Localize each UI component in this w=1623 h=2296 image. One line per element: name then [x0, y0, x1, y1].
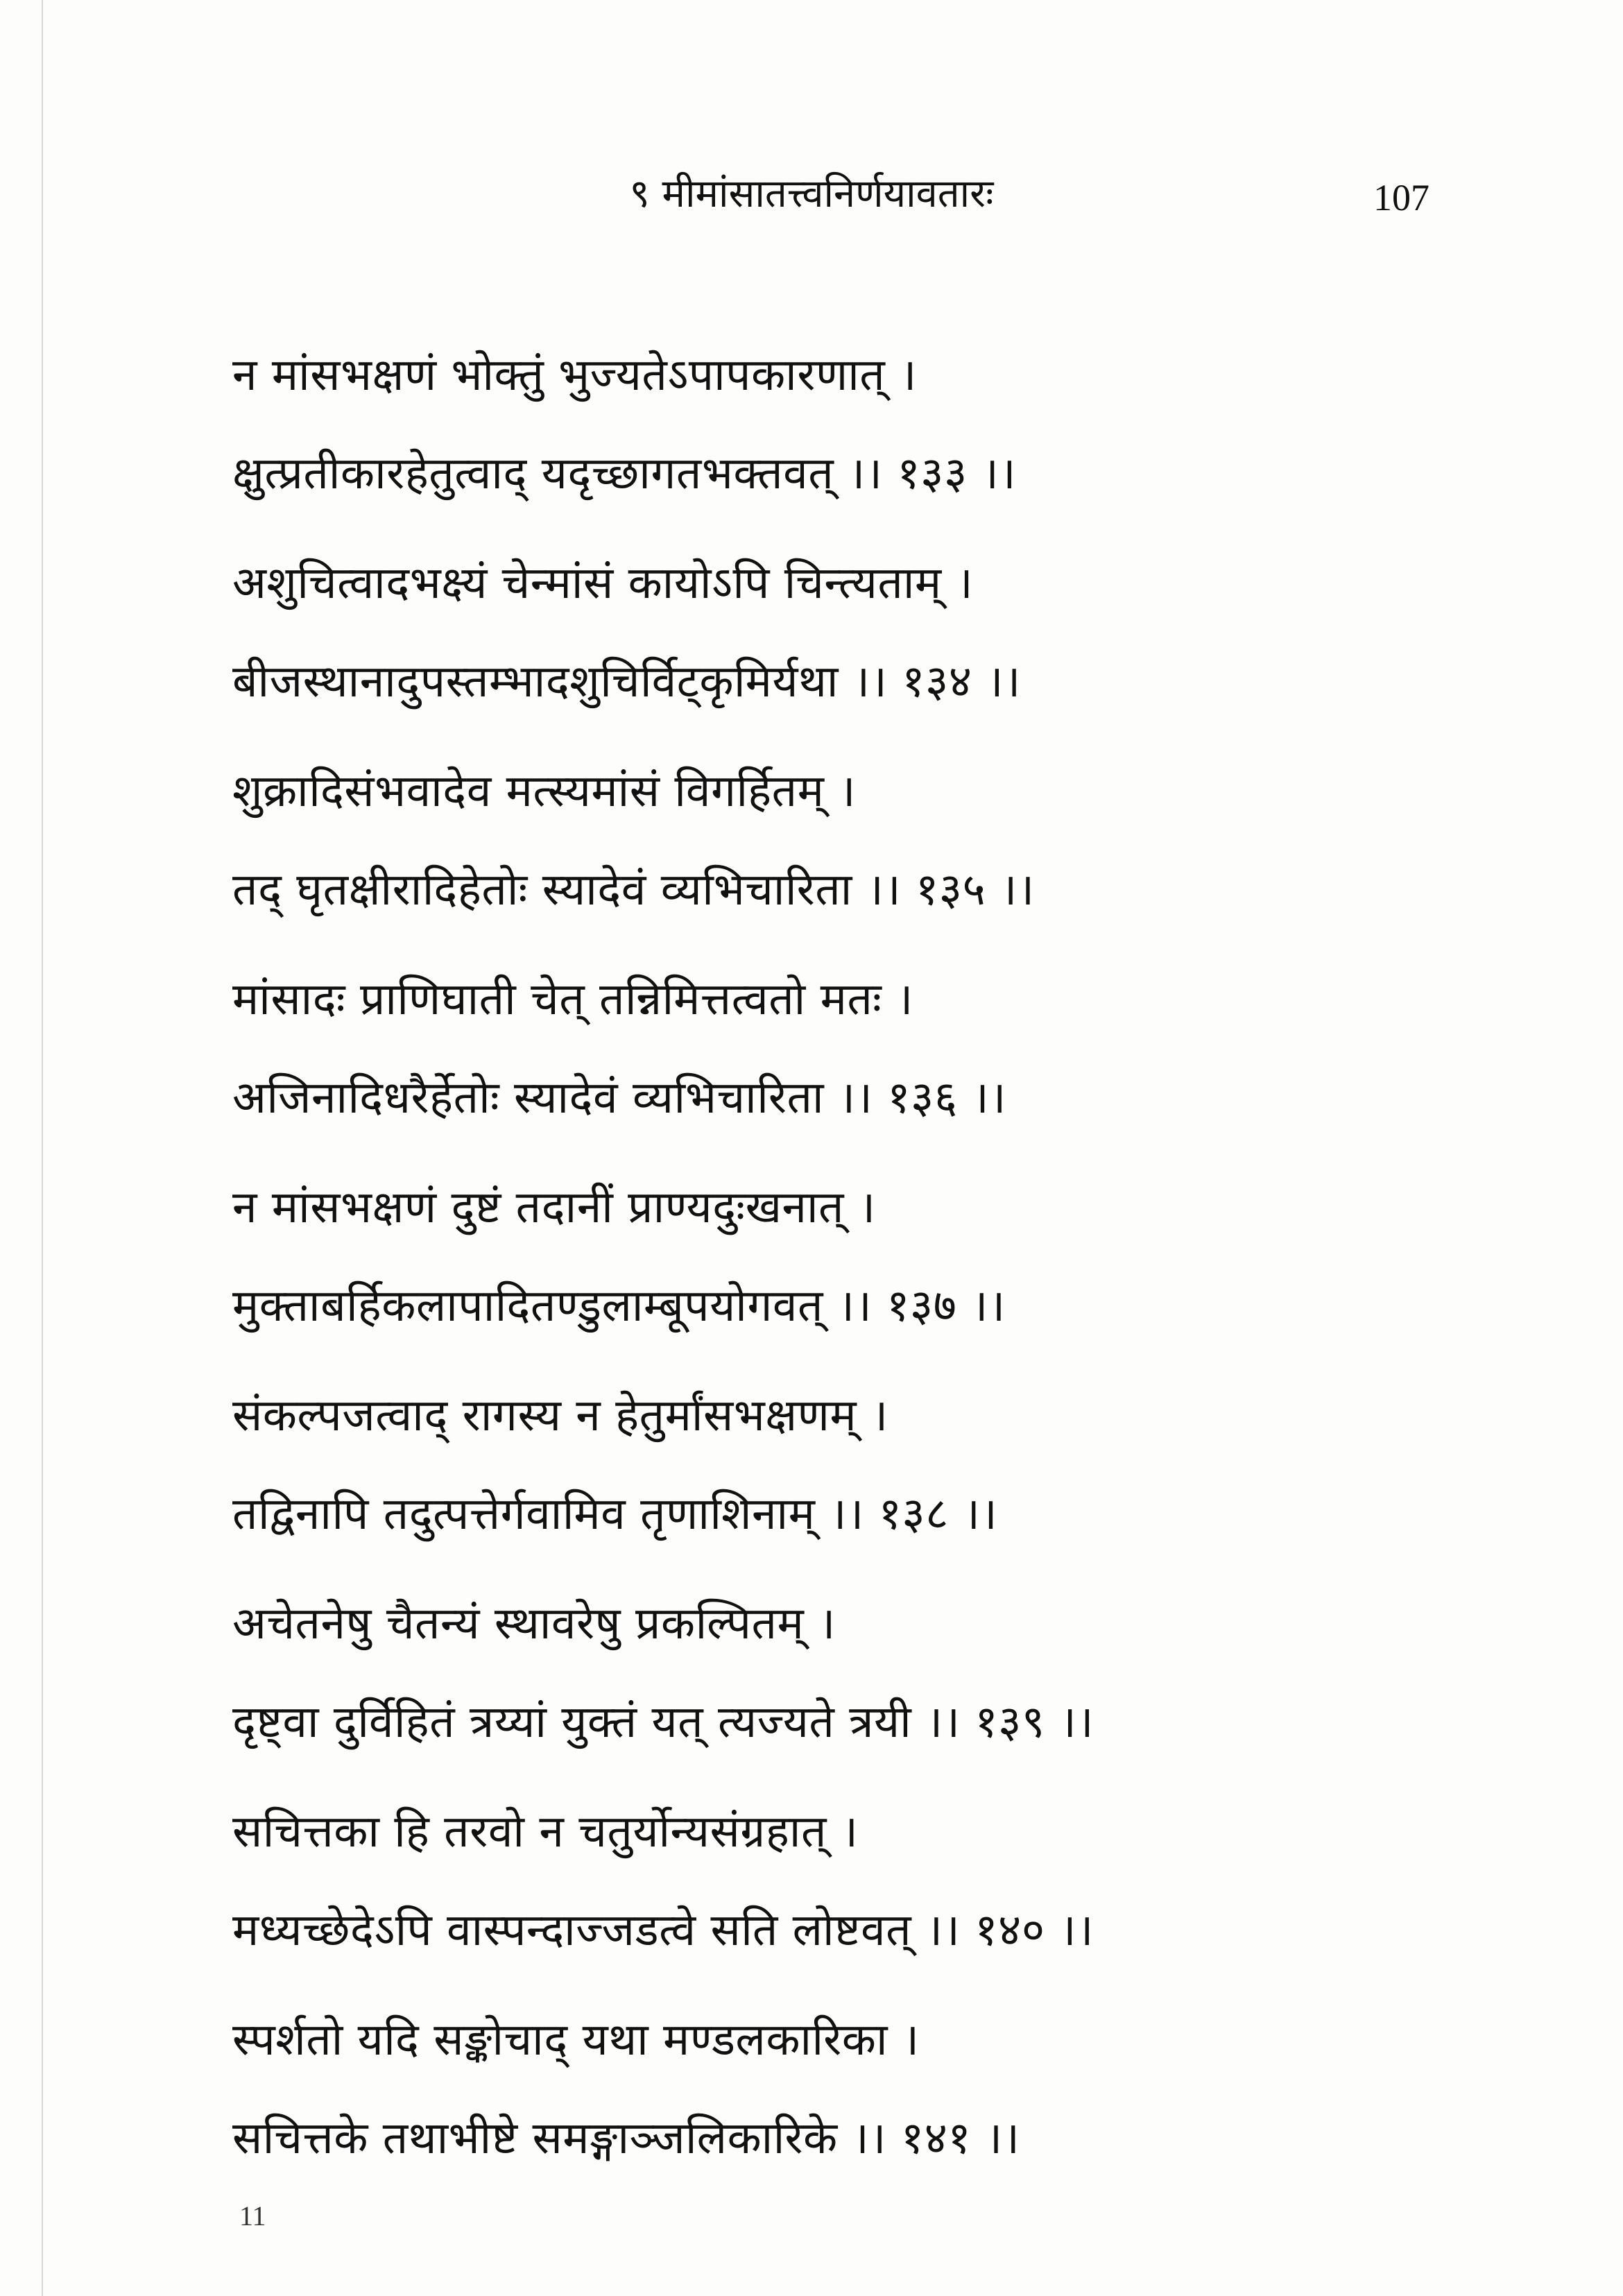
verse-134	[232, 534, 1550, 742]
verse-line: मुक्ताबर्हिकलापादितण्डुलाम्बूपयोगवत् ।। १३७ ।।	[232, 1280, 1006, 1332]
verse-line: मध्यच्छेदेऽपि वास्पन्दाज्जडत्वे सति लोष्टवत् ।। १४० ।।	[232, 1905, 1094, 1956]
verse-line: सचित्तका हि तरवो न चतुर्योन्यसंग्रहात् ।	[232, 1806, 859, 1858]
verse-line: न मांसभक्षणं दुष्टं तदानीं प्राण्यदुःखनात् ।	[232, 1182, 876, 1233]
page-number: 107	[1373, 177, 1429, 219]
verse-line: बीजस्थानादुपस्तम्भादशुचिर्विट्कृमिर्यथा ।। १३४ ।।	[232, 656, 1021, 708]
signature-mark: 11	[239, 2200, 266, 2231]
verse-line: सचित्तके तथाभीष्टे समङ्गाञ्जलिकारिके ।। १४१ ।।	[232, 2113, 1020, 2164]
verse-line: न मांसभक्षणं भोक्तुं भुज्यतेऽपापकारणात् ।	[232, 350, 917, 401]
verse-136	[232, 950, 1550, 1158]
verse-138	[232, 1367, 1550, 1575]
verse-140	[232, 1783, 1550, 1991]
page-header	[0, 163, 1623, 239]
verse-135	[232, 742, 1550, 950]
verse-139	[232, 1575, 1550, 1783]
verse-133	[232, 326, 1550, 534]
verse-line: अशुचित्वादभक्ष्यं चेन्मांसं कायोऽपि चिन्त्यताम् ।	[232, 558, 974, 609]
verse-137	[232, 1158, 1550, 1367]
verse-141	[232, 1991, 1550, 2199]
verse-line: मांसादः प्राणिघाती चेत् तन्निमित्तत्वतो मतः ।	[232, 974, 913, 1025]
running-title: ९ मीमांसातत्त्वनिर्णयावतारः	[629, 171, 994, 216]
verse-line: शुक्रादिसंभवादेव मत्स्यमांसं विगर्हितम् ।	[232, 766, 856, 817]
verse-line: दृष्ट्वा दुर्विहितं त्रय्यां युक्तं यत् त्यज्यते त्रयी ।। १३९ ।।	[232, 1697, 1094, 1748]
verse-line: स्पर्शतो यदि सङ्कोचाद् यथा मण्डलकारिका ।	[232, 2014, 920, 2066]
verse-line: क्षुत्प्रतीकारहेतुत्वाद् यदृच्छागतभक्तवत् ।। १३३ ।।	[232, 448, 1017, 499]
verse-line: तद् घृतक्षीरादिहेतोः स्यादेवं व्यभिचारिता ।। १३५ ।।	[232, 864, 1035, 916]
verse-line: अचेतनेषु चैतन्यं स्थावरेषु प्रकल्पितम् ।	[232, 1598, 836, 1650]
verse-line: तद्विनापि तदुत्पत्तेर्गवामिव तृणाशिनाम् ।। १३८ ।।	[232, 1489, 998, 1540]
page-edge-rule	[42, 0, 43, 2296]
verse-line: संकल्पजत्वाद् रागस्य न हेतुर्मांसभक्षणम् ।	[232, 1390, 888, 1441]
verse-line: अजिनादिधरैर्हेतोः स्यादेवं व्यभिचारिता ।। १३६ ।।	[232, 1072, 1006, 1124]
